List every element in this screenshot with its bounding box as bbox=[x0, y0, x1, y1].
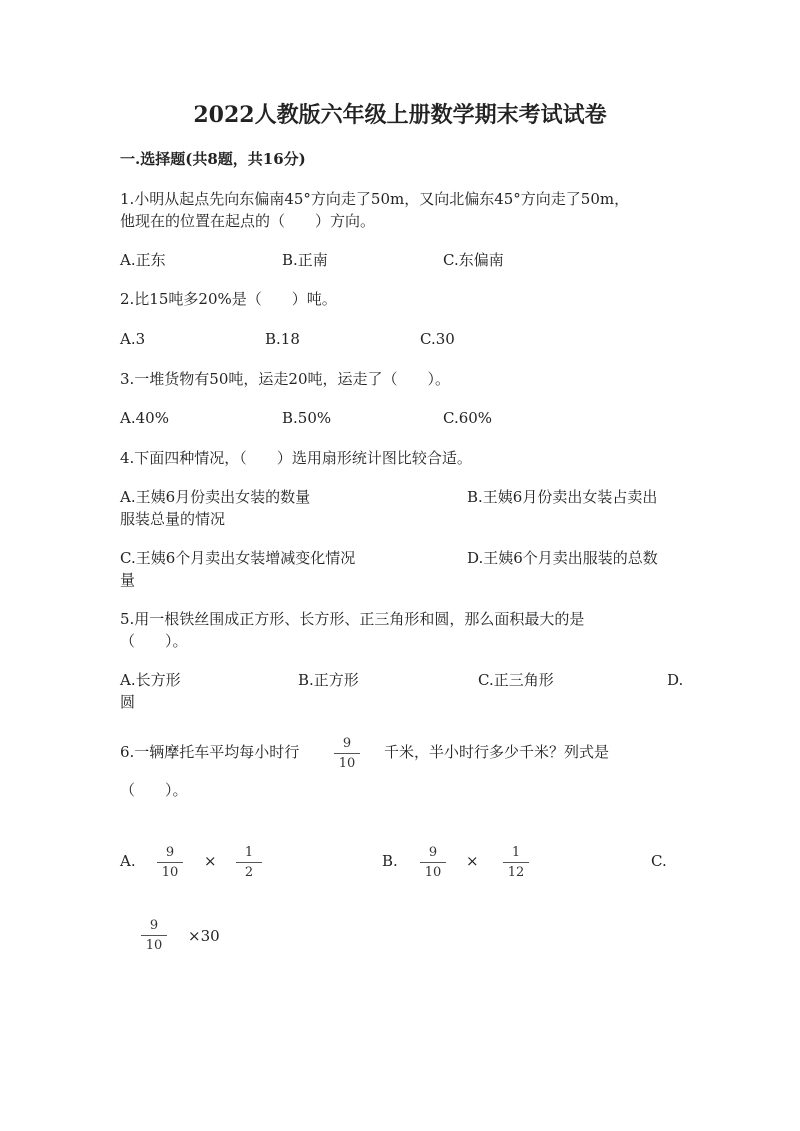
q5-stem-line1: 5.用一根铁丝围成正方形、长方形、正三角形和圆，那么面积最大的是 bbox=[120, 610, 585, 628]
fraction-denominator: 10 bbox=[145, 938, 163, 953]
q1-stem-line1: 1.小明从起点先向东偏南45°方向走了50m，又向北偏东45°方向走了50m， bbox=[120, 190, 630, 208]
q6-option-b-fraction2 bbox=[503, 845, 529, 880]
q5-stem-line2: （ ）。 bbox=[120, 632, 188, 650]
q5-option-c: C.正三角形 bbox=[478, 671, 554, 689]
q6-option-c-fraction bbox=[141, 918, 167, 953]
q5-option-b: B.正方形 bbox=[298, 671, 359, 689]
fraction-numerator: 9 bbox=[149, 918, 159, 933]
fraction-denominator: 12 bbox=[507, 865, 525, 880]
q6-stem-before: 6.一辆摩托车平均每小时行 bbox=[120, 743, 300, 761]
fraction-numerator: 9 bbox=[342, 736, 352, 751]
q6-stem-after: 千米，半小时行多少千米？列式是 bbox=[384, 743, 610, 761]
q1-option-b: B.正南 bbox=[282, 251, 328, 269]
fraction-numerator: 9 bbox=[165, 845, 175, 860]
fraction-bar bbox=[157, 862, 183, 863]
q1-option-c: C.东偏南 bbox=[443, 251, 504, 269]
q5-option-d: D. bbox=[667, 671, 684, 689]
q6-option-b-label: B. bbox=[382, 852, 398, 870]
fraction-bar bbox=[141, 935, 167, 936]
q6-option-a-label: A. bbox=[120, 852, 136, 870]
q2-option-a: A.3 bbox=[120, 330, 146, 348]
q6-option-b-fraction1 bbox=[420, 845, 446, 880]
fraction-denominator: 2 bbox=[244, 865, 254, 880]
q1-stem-line2: 他现在的位置在起点的（ ）方向。 bbox=[120, 212, 376, 230]
q6-stem-fraction bbox=[334, 736, 360, 771]
fraction-bar bbox=[420, 862, 446, 863]
q6-stem-line2: （ ）。 bbox=[120, 781, 188, 799]
q2-stem: 2.比15吨多20%是（ ）吨。 bbox=[120, 290, 337, 308]
q4-option-a: A.王姨6月份卖出女装的数量 bbox=[120, 488, 311, 506]
section-heading: 一.选择题(共8题，共16分) bbox=[120, 150, 306, 168]
q5-option-a: A.长方形 bbox=[120, 671, 181, 689]
q3-option-c: C.60% bbox=[443, 409, 493, 427]
q3-stem: 3.一堆货物有50吨，运走20吨，运走了（ ）。 bbox=[120, 370, 450, 388]
fraction-bar bbox=[503, 862, 529, 863]
q4-option-d-line1: D.王姨6个月卖出服装的总数 bbox=[467, 549, 658, 567]
q4-stem: 4.下面四种情况，（ ）选用扇形统计图比较合适。 bbox=[120, 449, 472, 467]
fraction-denominator: 10 bbox=[424, 865, 442, 880]
fraction-bar bbox=[236, 862, 262, 863]
q4-option-b-line1: B.王姨6月份卖出女装占卖出 bbox=[467, 488, 658, 506]
q2-option-b: B.18 bbox=[265, 330, 300, 348]
q1-option-a: A.正东 bbox=[120, 251, 166, 269]
fraction-denominator: 10 bbox=[161, 865, 179, 880]
q6-option-c-rest: ×30 bbox=[188, 927, 220, 945]
q6-option-a-fraction1 bbox=[157, 845, 183, 880]
exam-title: 2022人教版六年级上册数学期末考试试卷 bbox=[193, 102, 607, 128]
q2-option-c: C.30 bbox=[420, 330, 455, 348]
fraction-numerator: 9 bbox=[428, 845, 438, 860]
fraction-numerator: 1 bbox=[511, 845, 521, 860]
fraction-denominator: 10 bbox=[338, 756, 356, 771]
q3-option-b: B.50% bbox=[282, 409, 332, 427]
fraction-bar bbox=[334, 753, 360, 754]
q6-option-b-operator: × bbox=[466, 852, 479, 870]
q6-option-c-label: C. bbox=[651, 852, 667, 870]
q4-option-d-line2: 量 bbox=[120, 571, 136, 589]
q4-option-b-line2: 服装总量的情况 bbox=[120, 510, 226, 528]
q4-option-c: C.王姨6个月卖出女装增减变化情况 bbox=[120, 549, 356, 567]
q6-option-a-fraction2 bbox=[236, 845, 262, 880]
q3-option-a: A.40% bbox=[120, 409, 169, 427]
q5-option-d-line2: 圆 bbox=[120, 693, 136, 711]
fraction-numerator: 1 bbox=[244, 845, 254, 860]
q6-option-a-operator: × bbox=[204, 852, 217, 870]
